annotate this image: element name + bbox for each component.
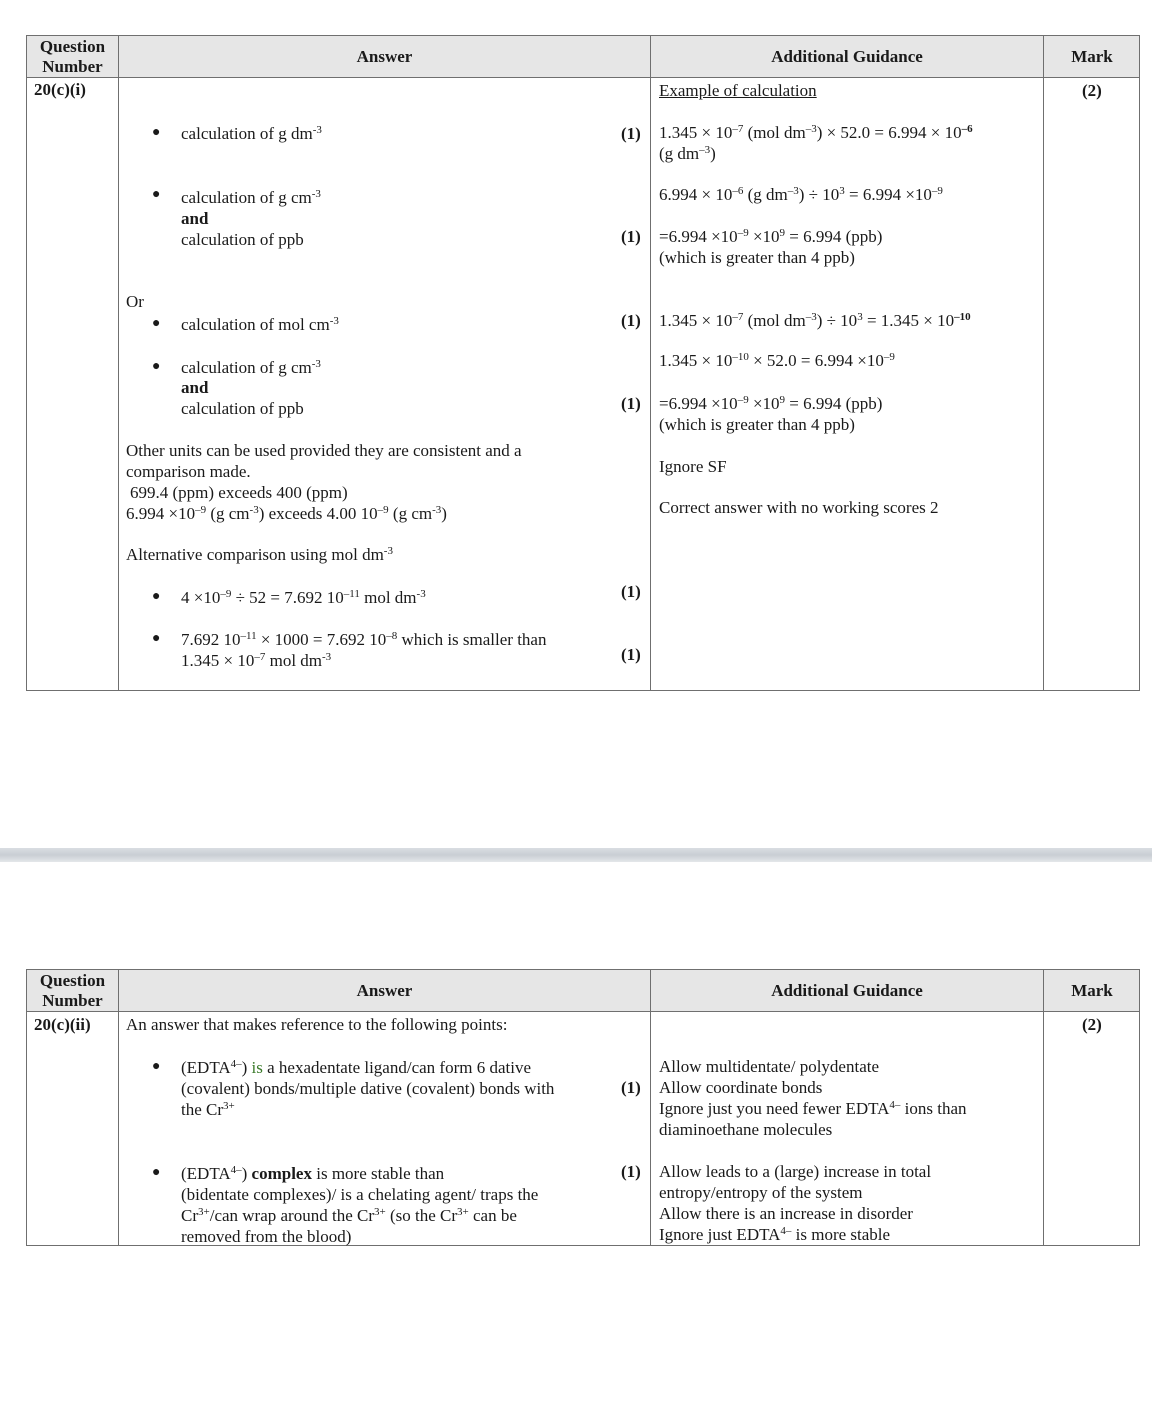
- guidance-line: Allow multidentate/ polydentate: [659, 1057, 880, 1076]
- answer-point-6-cont: $1.345 \times 10^{-7}$ mol $dm^{-3}$: [181, 651, 332, 670]
- guidance-calc-4: $1.345 \times 10^{-7}$ (mol $dm^{-3}) \div 10^3 = 1.345 \times 10^{-10}$: [659, 311, 971, 330]
- other-units-line1: Other units can be used provided they are consistent and a: [126, 441, 522, 460]
- guidance-ignore-sf: Ignore SF: [659, 457, 727, 476]
- column-divider: [118, 36, 119, 690]
- header-question-number: Question Number: [39, 36, 106, 76]
- question-number: 20(c)(ii): [34, 1015, 91, 1034]
- bullet-icon: ●: [152, 1165, 161, 1180]
- alternative-heading: Alternative comparison using mol $dm^{-3}$: [126, 545, 393, 564]
- bullet-icon: ●: [152, 1059, 161, 1074]
- header-answer: Answer: [356, 980, 413, 1000]
- answer-point-2-line2: (bidentate complexes)/ is a chelating agent/ traps the: [181, 1185, 539, 1204]
- answer-point-2: $(EDTA^{4-})$ complex is more stable than: [181, 1164, 445, 1183]
- mark-point: (1): [621, 311, 641, 330]
- guidance-line: Allow leads to a (large) increase in total: [659, 1162, 932, 1181]
- guidance-calc-1-unit: (g $dm^{-3}$): [659, 144, 716, 163]
- answer-point-4: calculation of g $cm^{-3}$: [181, 358, 321, 377]
- answer-point-3: calculation of mol $cm^{-3}$: [181, 315, 339, 334]
- guidance-line: Allow coordinate bonds: [659, 1078, 823, 1097]
- answer-ppb: calculation of ppb: [181, 230, 304, 249]
- mark-point: (1): [621, 227, 641, 246]
- example-heading: Example of calculation: [659, 81, 817, 100]
- mark-point: (1): [621, 582, 641, 601]
- header-mark: Mark: [1071, 980, 1113, 1000]
- mark-scheme-table-20ci: [26, 35, 1140, 691]
- mark-point: (1): [621, 394, 641, 413]
- guidance-calc-1: $1.345 \times 10^{-7}$ (mol $dm^{-3}) \times 52.0 = 6.994 \times 10^{-6}$: [659, 123, 973, 142]
- guidance-correct-answer: Correct answer with no working scores 2: [659, 498, 939, 517]
- header-guidance: Additional Guidance: [771, 46, 923, 66]
- guidance-calc-3: $=6.994 \times 10^{-9} \times 10^9 = 6.994$ (ppb): [659, 227, 883, 246]
- other-units-line2: comparison made.: [126, 462, 251, 481]
- mark-point: (1): [621, 1162, 641, 1181]
- answer-point-2-line4: removed from the blood): [181, 1227, 352, 1246]
- mark-total: (2): [1082, 81, 1102, 100]
- guidance-line: Ignore just you need fewer $EDTA^{4-}$ ions than: [659, 1099, 967, 1118]
- bullet-icon: ●: [152, 631, 161, 646]
- page-divider: [0, 848, 1152, 862]
- answer-point-1-line3: the $Cr^{3+}$: [181, 1100, 235, 1119]
- guidance-calc-3-note: (which is greater than 4 ppb): [659, 248, 855, 267]
- answer-point-5: $4 \times 10^{-9} \div 52 = 7.692$ $10^{-11}$ mol $dm^{-3}$: [181, 588, 426, 607]
- header-question-number: Question Number: [39, 970, 106, 1010]
- guidance-calc-6: $=6.994 \times 10^{-9} \times 10^9 = 6.994$ (ppb): [659, 394, 883, 413]
- mark-scheme-table-20cii: [26, 969, 1140, 1246]
- column-divider: [1043, 970, 1044, 1245]
- guidance-line: Ignore just $EDTA^{4-}$ is more stable: [659, 1225, 891, 1244]
- guidance-line: entropy/entropy of the system: [659, 1183, 863, 1202]
- answer-ppb: calculation of ppb: [181, 399, 304, 418]
- mark-total: (2): [1082, 1015, 1102, 1034]
- mark-point: (1): [621, 124, 641, 143]
- column-divider: [118, 970, 119, 1245]
- mark-point: (1): [621, 1078, 641, 1097]
- column-divider: [1043, 36, 1044, 690]
- question-number: 20(c)(i): [34, 80, 86, 99]
- answer-point-1: calculation of g $dm^{-3}$: [181, 124, 322, 143]
- column-divider: [650, 970, 651, 1245]
- header-guidance: Additional Guidance: [771, 980, 923, 1000]
- gcm-comparison: $6.994 \times 10^{-9}$ (g $cm^{-3}$) exceeds 4.00 $10^{-9}$ (g $cm^{-3}$): [126, 504, 447, 523]
- and-label: and: [181, 378, 209, 397]
- answer-point-1-line2: (covalent) bonds/multiple dative (covalent) bonds with: [181, 1079, 555, 1098]
- guidance-line: Allow there is an increase in disorder: [659, 1204, 913, 1223]
- bullet-icon: ●: [152, 359, 161, 374]
- header-mark: Mark: [1071, 46, 1113, 66]
- guidance-calc-2: $6.994 \times 10^{-6}$ (g $dm^{-3}) \div 10^3 = 6.994 \times 10^{-9}$: [659, 185, 943, 204]
- guidance-calc-6-note: (which is greater than 4 ppb): [659, 415, 855, 434]
- bullet-icon: ●: [152, 187, 161, 202]
- answer-point-2: calculation of g $cm^{-3}$: [181, 188, 321, 207]
- header-answer: Answer: [356, 46, 413, 66]
- answer-intro: An answer that makes reference to the following points:: [126, 1015, 508, 1034]
- mark-point: (1): [621, 645, 641, 664]
- answer-point-6: 7.692 $10^{-11} \times 1000 = 7.692$ $10^{-8}$ which is smaller than: [181, 630, 547, 649]
- guidance-calc-5: $1.345 \times 10^{-10} \times 52.0 = 6.994 \times 10^{-9}$: [659, 351, 895, 370]
- answer-point-1: $(EDTA^{4-})$ is a hexadentate ligand/can form 6 dative: [181, 1058, 531, 1077]
- and-label: and: [181, 209, 209, 228]
- guidance-line: diaminoethane molecules: [659, 1120, 833, 1139]
- answer-point-2-line3: $Cr^{3+}$/can wrap around the $Cr^{3+}$ (so the $Cr^{3+}$ can be: [181, 1206, 517, 1225]
- bullet-icon: ●: [152, 316, 161, 331]
- column-divider: [650, 36, 651, 690]
- or-label: Or: [126, 292, 144, 311]
- bullet-icon: ●: [152, 125, 161, 140]
- bullet-icon: ●: [152, 589, 161, 604]
- ppm-comparison: 699.4 (ppm) exceeds 400 (ppm): [130, 483, 348, 502]
